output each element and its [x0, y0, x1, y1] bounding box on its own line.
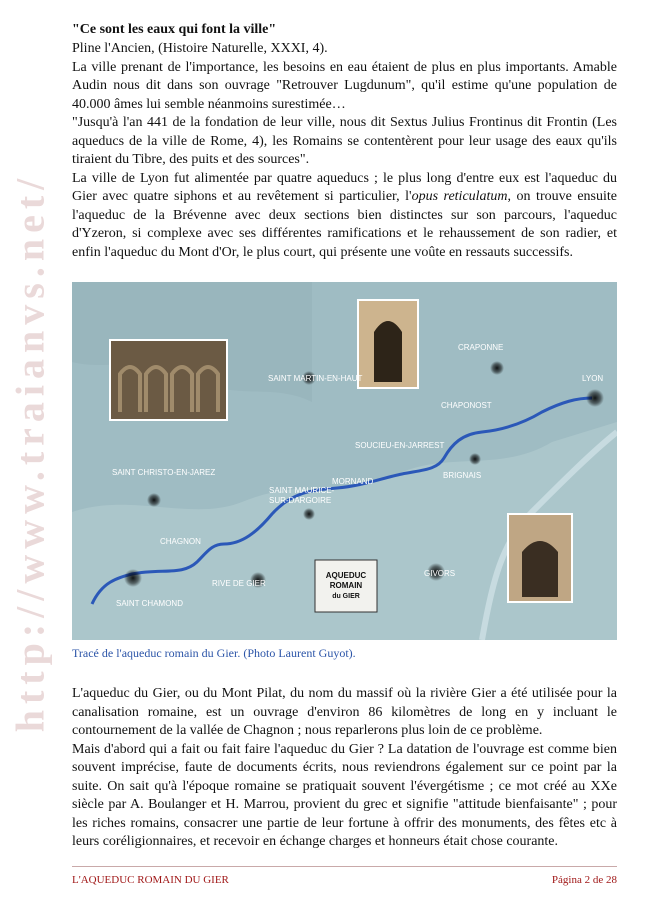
photo-arches — [110, 340, 227, 420]
paragraph-pline: Pline l'Ancien, (Histoire Naturelle, XXXI, 4). — [72, 41, 328, 56]
label-st-maurice-2: SUR-DARGOIRE — [269, 496, 332, 505]
heading: "Ce sont les eaux qui font la ville" — [72, 22, 277, 37]
dot-st-chamond — [124, 569, 142, 587]
paragraph-evergetisme: Mais d'abord qui a fait ou fait faire l'aqueduc du Gier ? La datation de l'ouvrage est comme bien souvent imprécise, faute de documents écrits, nous reviendrons également sur ce point par la suite. On sait qu'à l'époque romaine se pratiquait souvent l'évergétisme ; ce mot créé au XXe siècle par A. Boulanger et H. Marrou, provient du grec et signifie "attitude bienfaisante" ; pour les riches romains, consacrer une partie de leur fortune à offrir des monuments, des fêtes etc à leurs coréligionnaires, et recevoir en échange charges et honneurs était chose courante. — [72, 741, 617, 849]
footer-divider — [72, 866, 617, 867]
bottom-text — [72, 685, 617, 852]
page-content — [72, 22, 617, 852]
label-craponne: CRAPONNE — [458, 343, 504, 352]
label-givors: GIVORS — [424, 569, 456, 578]
paragraph-aqueducs — [72, 170, 617, 263]
photo-arch-tall-opening — [374, 321, 402, 382]
logo-line2: ROMAIN — [329, 581, 363, 590]
label-st-martin: SAINT MARTIN-EN-HAUT — [268, 374, 363, 383]
label-st-chamond: SAINT CHAMOND — [116, 599, 183, 608]
aqueducs-text-after: , on trouve ensuite l'aqueduc de la Brévenne avec deux sections bien distinctes sur son parcours, l'aqueduc d'Yzeron, si complexe avec ses différentes ramifications et le rehaussement de son radier, et enfin l'aqueduc du Mont d'Or, le plus court, qui présente une voûte en ressauts successifs. — [72, 189, 617, 260]
aqueduct-map — [72, 282, 617, 640]
label-lyon: LYON — [582, 374, 604, 383]
aqueducs-text-italic: opus reticulatum — [411, 189, 508, 204]
dot-lyon — [586, 389, 604, 407]
label-brignais: BRIGNAIS — [443, 471, 482, 480]
footer-title: L'AQUEDUC ROMAIN DU GIER — [72, 874, 229, 886]
map-svg — [72, 282, 617, 640]
dot-craponne — [490, 361, 504, 375]
logo-line3: du GIER — [332, 593, 360, 600]
paragraph-mont-pilat: L'aqueduc du Gier, ou du Mont Pilat, du nom du massif où la rivière Gier a été utilisée pour la canalisation romaine, est un ouvrage d'environ 86 kilomètres de long en y incluant le contournement de la vallée de Chagnon ; nous reparlerons plus loin de ce problème. — [72, 686, 617, 738]
dot-st-maurice — [303, 508, 315, 520]
figure-caption: Tracé de l'aqueduc romain du Gier. (Photo Laurent Guyot). — [72, 646, 356, 660]
aqueducs-text-before: La ville de Lyon fut alimentée par quatre aqueducs ; le plus long d'entre eux est l'aqueduc du Gier avec quatre siphons et au revêtement si particulier, l' — [72, 170, 617, 204]
footer-page-number: Página 2 de 28 — [551, 874, 617, 886]
watermark — [0, 0, 60, 905]
dot-brignais — [469, 453, 481, 465]
paragraph-frontin: "Jusqu'à l'an 441 de la fondation de leur ville, nous dit Sextus Julius Frontinus dit Frontin (Les aqueducs de la ville de Rome, 4), les Romains se contentèrent pour leur usage des eaux qu'ils tiraient du Tibre, des puits et des sources". — [72, 115, 617, 167]
label-chagnon: CHAGNON — [160, 537, 201, 546]
label-st-maurice-1: SAINT MAURICE- — [269, 486, 335, 495]
paragraph-besoins: La ville prenant de l'importance, les besoins en eau étaient de plus en plus importants. Amable Audin nous dit dans son ouvrage "Retrouver Lugdunum", qu'il estime qu'une population de 40.000 âmes lui semble néanmoins surestimée… — [72, 59, 617, 112]
label-mornand: MORNAND — [332, 477, 374, 486]
label-soucieu: SOUCIEU-EN-JARREST — [355, 441, 445, 450]
label-st-christo: SAINT CHRISTO-EN-JAREZ — [112, 468, 216, 477]
watermark-text: http://www.traianvs.net/ — [7, 172, 53, 733]
dot-st-christo — [147, 493, 161, 507]
logo-line1: AQUEDUC — [325, 571, 367, 580]
label-rive-de-gier: RIVE DE GIER — [212, 579, 266, 588]
label-chaponost: CHAPONOST — [441, 401, 492, 410]
footer — [72, 874, 617, 886]
photo-tunnel-opening — [522, 541, 558, 597]
